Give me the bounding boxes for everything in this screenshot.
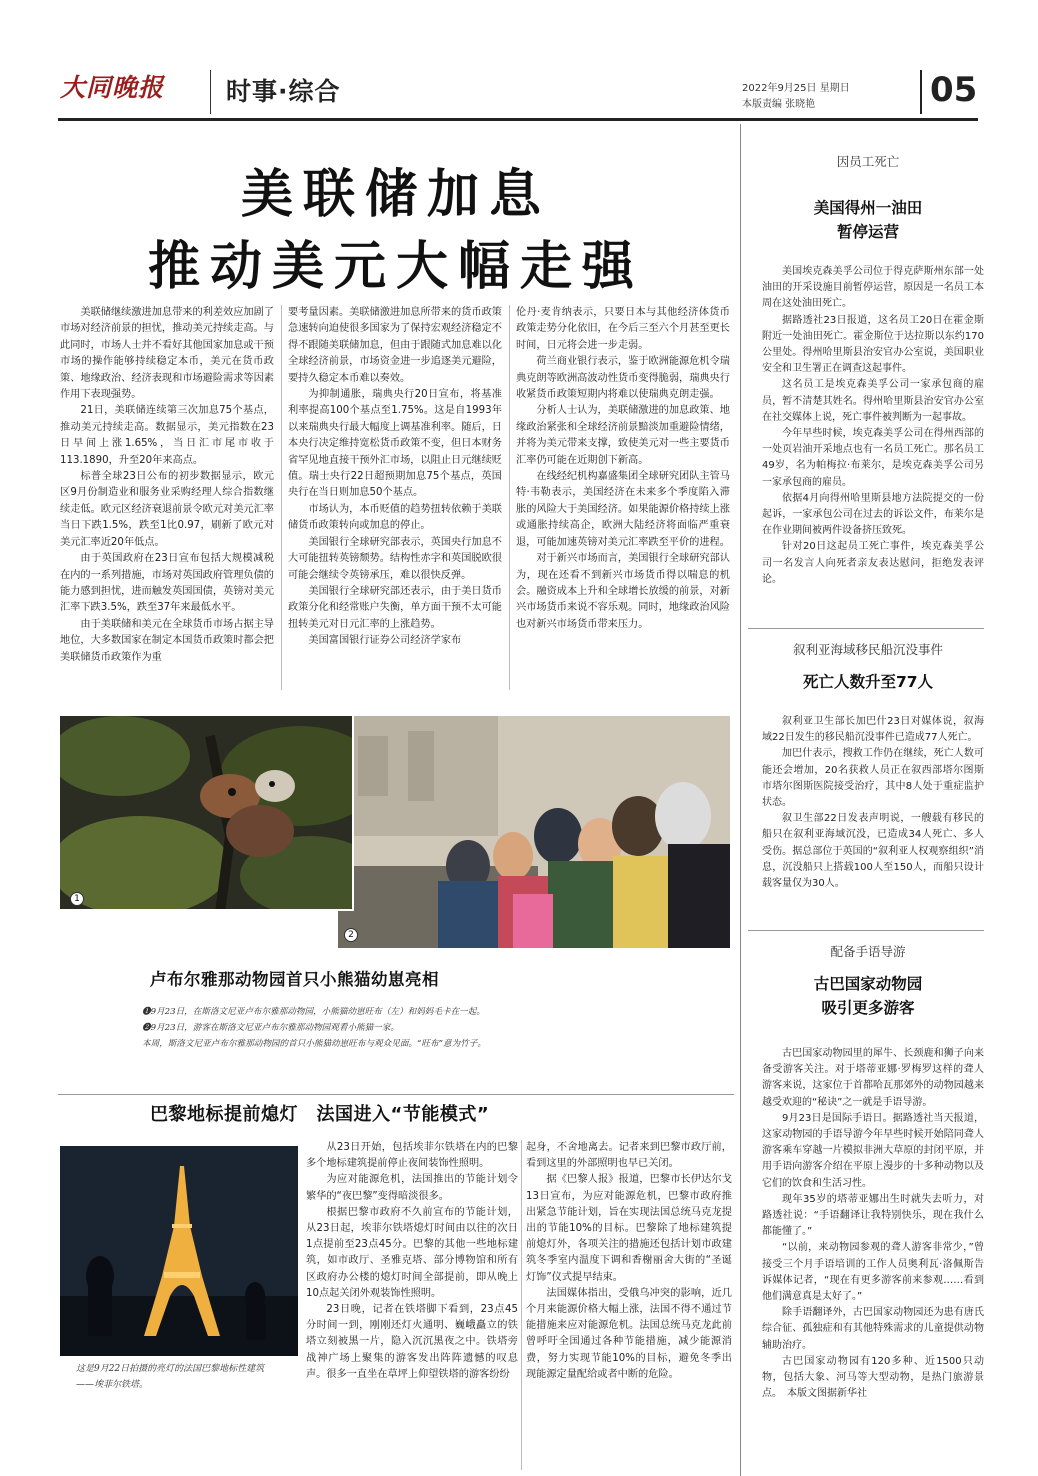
story-title: 美国得州一油田 (813, 199, 923, 217)
paragraph: 21日，美联储连续第三次加息75个基点，推动美元持续走高。数据显示，美元指数在23日早间上涨1.65%，当日汇市尾市收于113.1890，升至20年来高点。 (60, 405, 274, 466)
page-editor: 本版责编 张晓艳 (742, 99, 816, 110)
story-kicker: 因员工死亡 (836, 154, 900, 169)
photo-eiffel-tower-image (60, 1146, 298, 1356)
paris-story-column-2 (526, 1140, 732, 1470)
main-headline-line1: 美联储加息 (240, 164, 551, 225)
paragraph: 美国埃克森美孚公司位于得克萨斯州东部一处油田的开采设施目前暂停运营，原因是一名员工本周在这处油田死亡。 (762, 266, 984, 310)
oilfield-story-body (762, 264, 984, 620)
paragraph: 根据巴黎市政府不久前宣布的节能计划，从23日起，埃菲尔铁塔熄灯时间由以往的次日1点提前至23点45分。巴黎的其他一些地标建筑，如市政厅、圣雅克塔、部分博物馆和所有区政府办公楼的熄灯时间全部提前，即从晚上10点起关闭外观装饰性照明。 (306, 1206, 518, 1299)
photo-zoo-visitors (338, 716, 730, 948)
paris-story-title: 巴黎地标提前熄灯 法国进入“节能模式” (150, 1104, 490, 1125)
paragraph: 在线经纪机构嘉盛集团全球研究团队主管马特·韦勒表示，美国经济在未来多个季度陷入滞胀的风险大于美国经济。如果能源价格持续上涨或通胀持续高企，欧洲大陆经济将面临严重衰退，可能加速英镑对美元汇率跌至平价的进程。 (516, 471, 730, 548)
paragraph: 9月23日是国际手语日。据路透社当天报道，这家动物园的手语导游今年早些时候开始陪同聋人游客乘车穿越一片模拟非洲大草原的封闭平原，并用手语向游客介绍在平原上漫步的十多种动物以及它们的饮食和生活习性。 (762, 1112, 984, 1189)
paragraph: 从23日开始，包括埃菲尔铁塔在内的巴黎多个地标建筑提前停止夜间装饰性照明。 (306, 1142, 518, 1170)
story-title: 暂停运营 (836, 223, 899, 241)
paragraph: 由于英国政府在23日宣布包括大规模减税在内的一系列措施，市场对英国政府管理负债的能力感到担忧，进而触发英国国债，英镑对美元汇率下跌3.5%，跌至37年来最低水平。 (60, 553, 274, 614)
paragraph: 古巴国家动物园有120多种、近1500只动物，包括大象、河马等大型动物，是热门旅游景点。 本版文图据新华社 (762, 1355, 984, 1400)
paragraph: 这名员工是埃克森美孚公司一家承包商的雇员，暂不清楚其姓名。得州哈里斯县治安官办公室在社交媒体上说，死亡事件被判断为一起事故。 (762, 379, 984, 423)
photo-red-panda-image (60, 716, 354, 911)
paragraph: 美国银行全球研究部还表示，由于美日货币政策分化和经常账户失衡，单方面干预不太可能扭转美元对日元汇率的上涨趋势。 (288, 585, 502, 630)
photo-caption: ❷9月23日，游客在斯洛文尼亚卢布尔雅那动物园观看小熊猫一家。 (142, 1023, 400, 1033)
main-story-column-1 (60, 305, 274, 690)
column-rule (521, 1140, 522, 1470)
paragraph: 美联储继续激进加息带来的利差效应加剧了市场对经济前景的担忧，推动美元持续走高。与此同时，市场人士并不看好其他国家加息或干预市场的操作能够持续稳定本币，美元在货币政策、地缘政治、经济表现和市场避险需求等因素作用下表现强势。 (60, 307, 274, 401)
story-kicker: 配备手语导游 (830, 944, 906, 959)
paragraph: 标普全球23日公布的初步数据显示，欧元区9月份制造业和服务业采购经理人综合指数继续走低。欧元区经济衰退前景令欧元对美元汇率当日下跌1.5%，跌至1比0.97，刷新了欧元对美元汇率近20年低点。 (60, 471, 274, 548)
panda-story-title: 卢布尔雅那动物园首只小熊猫幼崽亮相 (150, 970, 439, 989)
paragraph: 古巴国家动物园里的犀牛、长颈鹿和狮子向来备受游客关注。对于塔蒂亚娜·罗梅罗这样的聋人游客来说，这家位于首都哈瓦那郊外的动物园越来越受欢迎的“秘诀”之一就是手语导游。 (762, 1048, 984, 1108)
photo-caption: 这是9月22日拍摄的亮灯的法国巴黎地标性建筑——埃菲尔铁塔。 (76, 1364, 265, 1390)
paragraph: 分析人士认为，美联储激进的加息政策、地缘政治紧张和全球经济前景黯淡加重避险情绪，并将为美元带来支撑，致使美元对一些主要货币汇率仍可能在近期创下新高。 (516, 405, 730, 466)
paragraph: 叙卫生部22日发表声明说，一艘载有移民的船只在叙利亚海域沉没，已造成34人死亡、多人受伤。据总部位于英国的“叙利亚人权观察组织”消息，沉没船只上搭载100人至150人，而船只设计载客量仅为30人。 (762, 813, 984, 890)
paragraph: 由于美联储和美元在全球货币市场占据主导地位，大多数国家在制定本国货币政策时都会把美联储货币政策作为重 (60, 618, 274, 663)
paragraph: 除手语翻译外，古巴国家动物园还为患有唐氏综合征、孤独症和有其他特殊需求的儿童提供动物辅助治疗。 (762, 1307, 984, 1351)
main-story-column-3 (516, 305, 730, 690)
paragraph: 据路透社23日报道，这名员工20日在霍金斯附近一处油田死亡。霍金斯位于达拉斯以东约170公里处。得州哈里斯县治安官办公室说，美国职业安全和卫生署正在调查这起事件。 (762, 314, 984, 375)
photo-red-panda (58, 714, 354, 911)
paragraph: 对于新兴市场而言，美国银行全球研究部认为，现在还看不到新兴市场货币得以喘息的机会。融资成本上升和全球增长放缓的前景，对新兴市场货币来说不容乐观。同时，地缘政治风险也对新兴市场货币带来压力。 (516, 553, 730, 630)
story-title: 吸引更多游客 (821, 999, 915, 1017)
newspaper-logo: 大同晚报 (60, 73, 165, 102)
paragraph: 美国银行全球研究部表示，英国央行加息不大可能扭转英镑颓势。结构性赤字和英国脱欧很可能会继续令英镑承压，难以很快反弹。 (288, 536, 502, 581)
story-kicker: 叙利亚海域移民船沉没事件 (792, 642, 943, 657)
paragraph: 23日晚，记者在铁塔脚下看到，23点45分时间一到，刚刚还灯火通明、巍峨矗立的铁塔立刻被黑一片，隐入沉沉黑夜之中。铁塔旁战神广场上聚集的游客发出阵阵遗憾的叹息声。很多一直坐在草坪上仰望铁塔的游客纷纷 (306, 1304, 518, 1380)
photo-caption: 本周，斯洛文尼亚卢布尔雅那动物园的首只小熊猫幼崽旺布与观众见面。“旺布”意为竹子。 (142, 1039, 486, 1049)
section-rule (748, 930, 984, 931)
paragraph: 伦丹·麦肯纳表示，只要日本与其他经济体货币政策走势分化依旧，在今后三至六个月甚至更长时间，日元将会进一步走弱。 (516, 307, 730, 351)
photo-badge: 1 (70, 892, 84, 906)
paragraph: 叙利亚卫生部长加巴什23日对媒体说，叙海域22日发生的移民船沉没事件已造成77人死亡。 (762, 716, 984, 744)
shipwreck-story-body (762, 714, 984, 926)
story-title: 古巴国家动物园 (813, 975, 923, 993)
column-rule (740, 124, 741, 1476)
column-rule (281, 305, 282, 690)
paragraph: 为应对能源危机，法国推出的节能计划令繁华的“夜巴黎”变得暗淡很多。 (306, 1174, 518, 1202)
paragraph: 依据4月向得州哈里斯县地方法院提交的一份起诉，一家承包公司在过去的诉讼文件，布莱尔是在作业期间被两件设备挤压致死。 (762, 492, 984, 537)
main-story-column-2 (288, 305, 502, 690)
header-rule (58, 118, 978, 121)
issue-date: 2022年9月25日 星期日 (742, 83, 850, 94)
paragraph: 要考量因素。美联储激进加息所带来的货币政策急速转向迫使很多国家为了保持宏观经济稳定不得不跟随美联储加息，但由于跟随式加息难以化全球经济前景，市场资金进一步追逐美元避险，要持久稳定本币难以奏效。 (288, 307, 502, 384)
header-separator (920, 70, 922, 114)
section-rule (748, 628, 984, 629)
masthead (60, 68, 210, 118)
zoo-story-body (762, 1046, 984, 1474)
paragraph: 针对20日这起员工死亡事件，埃克森美孚公司一名发言人向死者亲友表达慰问，拒绝发表评论。 (762, 541, 984, 585)
paragraph: 据《巴黎人报》报道，巴黎市长伊达尔戈13日宣布，为应对能源危机，巴黎市政府推出紧急节能计划，旨在实现法国总统马克龙提出的节能10%的目标。巴黎除了地标建筑提前熄灯外，各项关注的措施还包括计划市政建筑冬季室内温度下调和香榭丽舍大街的“圣诞灯饰”仪式提早结束。 (526, 1174, 732, 1283)
paragraph: “以前，来动物园参观的聋人游客非常少，”曾接受三个月手语培训的工作人员奥利瓦·洛佩斯告诉媒体记者，“现在有更多游客前来参观……看到他们满意真是太好了。” (762, 1242, 984, 1303)
paragraph: 起身，不舍地离去。记者来到巴黎市政厅前，看到这里的外部照明也早已关闭。 (526, 1142, 732, 1170)
paragraph: 市场认为，本币贬值的趋势扭转依赖于美联储货币政策转向或加息的停止。 (288, 503, 502, 532)
paragraph: 现年35岁的塔蒂亚娜出生时就失去听力，对路透社说：“手语翻译让我特别快乐，现在我什么都能懂了。” (762, 1193, 984, 1238)
paragraph: 美国富国银行证券公司经济学家布 (308, 635, 462, 647)
photo-zoo-visitors-image (338, 716, 730, 948)
page-number: 05 (930, 70, 978, 110)
photo-eiffel-tower (60, 1146, 298, 1356)
header-separator (210, 70, 211, 114)
section-title: 时事·综合 (226, 77, 341, 106)
photo-caption: ❶9月23日，在斯洛文尼亚卢布尔雅那动物园，小熊猫幼崽旺布（左）和妈妈毛卡在一起。 (142, 1007, 485, 1017)
story-title: 死亡人数升至77人 (802, 673, 934, 691)
paragraph: 今年早些时候，埃克森美孚公司在得州西部的一处页岩油开采地点也有一名员工死亡。那名员工49岁，名为帕梅拉·布莱尔，是埃克森美孚公司另一家承包商的雇员。 (762, 428, 984, 488)
section-rule (58, 1094, 734, 1095)
paragraph: 为抑制通胀，瑞典央行20日宣布，将基准利率提高100个基点至1.75%。这是自1993年以来瑞典央行最大幅度上调基准利率。随后，日本央行决定维持宽松货币政策不变，但日本财务省罕见地直接干预外汇市场，以阻止日元继续贬值。瑞士央行22日超预期加息75个基点，英国央行在当日则加息50个基点。 (288, 389, 502, 499)
paragraph: 荷兰商业银行表示，鉴于欧洲能源危机令瑞典克朗等欧洲高波动性货币变得脆弱，瑞典央行收紧货币政策短期内将难以使瑞典克朗走强。 (516, 356, 730, 401)
photo-badge: 2 (344, 928, 358, 942)
paragraph: 加巴什表示，搜救工作仍在继续，死亡人数可能还会增加，20名获救人员正在叙西部塔尔图斯市塔尔图斯医院接受治疗，其中8人处于重症监护状态。 (762, 748, 984, 809)
column-rule (509, 305, 510, 690)
main-headline-line2: 推动美元大幅走强 (147, 236, 644, 297)
paragraph: 法国媒体指出，受俄乌冲突的影响，近几个月来能源价格大幅上涨，法国不得不通过节能措施来应对能源危机。法国总统马克龙此前曾呼吁全国通过各种节能措施，减少能源消费，努力实现节能10%的目标，避免冬季出现能源定量配给或者中断的危险。 (526, 1287, 732, 1380)
paris-story-column-1 (306, 1140, 518, 1470)
